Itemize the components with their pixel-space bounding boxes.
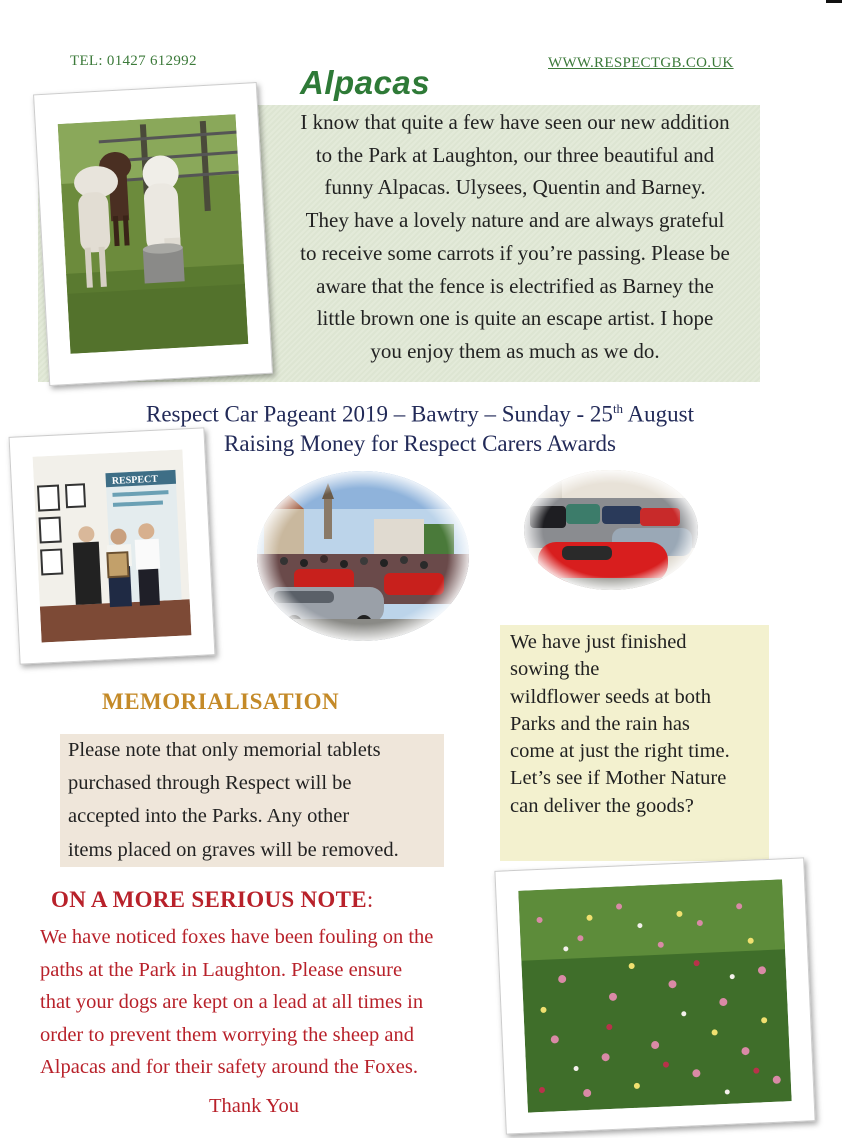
serious-note-title — [51, 887, 374, 913]
pageant-date-ordinal: th — [612, 401, 624, 416]
thank-you-text: Thank You — [209, 1095, 299, 1117]
award-image — [33, 449, 192, 642]
memorialisation-line: items placed on graves will be removed. — [68, 838, 399, 861]
memorialisation-line: Please note that only memorial tablets — [68, 739, 381, 761]
serious-note-title-colon: : — [366, 887, 374, 912]
memorialisation-text — [68, 734, 444, 867]
alpacas-line: to receive some carrots if you’re passing. Please be — [300, 240, 730, 265]
serious-note-line: that your dogs are kept on a lead at all times in — [40, 991, 424, 1013]
wildflower-line: Parks and the rain has — [510, 712, 690, 735]
car-pageant-line-2: Raising Money for Respect Carers Awards — [224, 430, 616, 456]
pageant-month: August — [623, 401, 694, 427]
corner-mark — [826, 0, 842, 3]
wildflower-line: We have just finished — [510, 631, 687, 653]
alpacas-line: aware that the fence is electrified as Barney the — [316, 273, 714, 298]
alpacas-title: Alpacas — [300, 64, 431, 101]
alpacas-line: little brown one is quite an escape artist. I hope — [316, 306, 714, 331]
alpacas-line: I know that quite a few have seen our new addition — [300, 110, 730, 134]
car-pageant-street-photo — [254, 469, 472, 644]
car-pageant-red-car-photo — [522, 468, 700, 592]
alpacas-photo — [33, 82, 273, 386]
alpacas-line: funny Alpacas. Ulysees, Quentin and Barney. — [324, 175, 706, 200]
memorialisation-line: purchased through Respect will be — [68, 772, 352, 795]
alpacas-line: you enjoy them as much as we do. — [370, 338, 660, 363]
alpacas-line: They have a lovely nature and are always grateful — [305, 208, 725, 233]
wildflower-line: sowing the — [510, 658, 600, 681]
alpacas-line: to the Park at Laughton, our three beautiful and — [315, 142, 715, 167]
alpacas-body — [270, 106, 760, 368]
serious-note-line: order to prevent them worrying the sheep and — [40, 1023, 415, 1046]
wildflower-line: come at just the right time. — [510, 740, 730, 763]
wildflower-line: Let’s see if Mother Nature — [510, 767, 727, 790]
pageant-date-text: Respect Car Pageant 2019 – Bawtry – Sunday - 25 — [145, 401, 613, 427]
wildflowers-image — [518, 879, 791, 1112]
header-website-link[interactable]: WWW.RESPECTGB.CO.UK — [548, 55, 734, 71]
car-pageant-line-1 — [20, 394, 820, 429]
serious-note-line: We have noticed foxes have been fouling on the — [40, 926, 434, 948]
serious-note-line: paths at the Park in Laughton. Please ensure — [40, 958, 403, 981]
wildflowers-photo — [494, 857, 815, 1134]
header-telephone: TEL: 01427 612992 — [70, 53, 197, 69]
serious-note-title-text: ON A MORE SERIOUS NOTE — [51, 887, 367, 912]
serious-note-line: Alpacas and for their safety around the Foxes. — [40, 1056, 418, 1078]
serious-note-text — [40, 921, 510, 1084]
memorialisation-title: MEMORIALISATION — [102, 689, 340, 714]
respect-banner-text: RESPECT — [111, 473, 159, 487]
award-photo — [9, 427, 216, 664]
wildflower-line: can deliver the goods? — [510, 794, 694, 817]
wildflower-text — [510, 629, 766, 820]
wildflower-line: wildflower seeds at both — [510, 685, 711, 708]
alpacas-image — [58, 114, 249, 354]
memorialisation-line: accepted into the Parks. Any other — [68, 805, 350, 828]
